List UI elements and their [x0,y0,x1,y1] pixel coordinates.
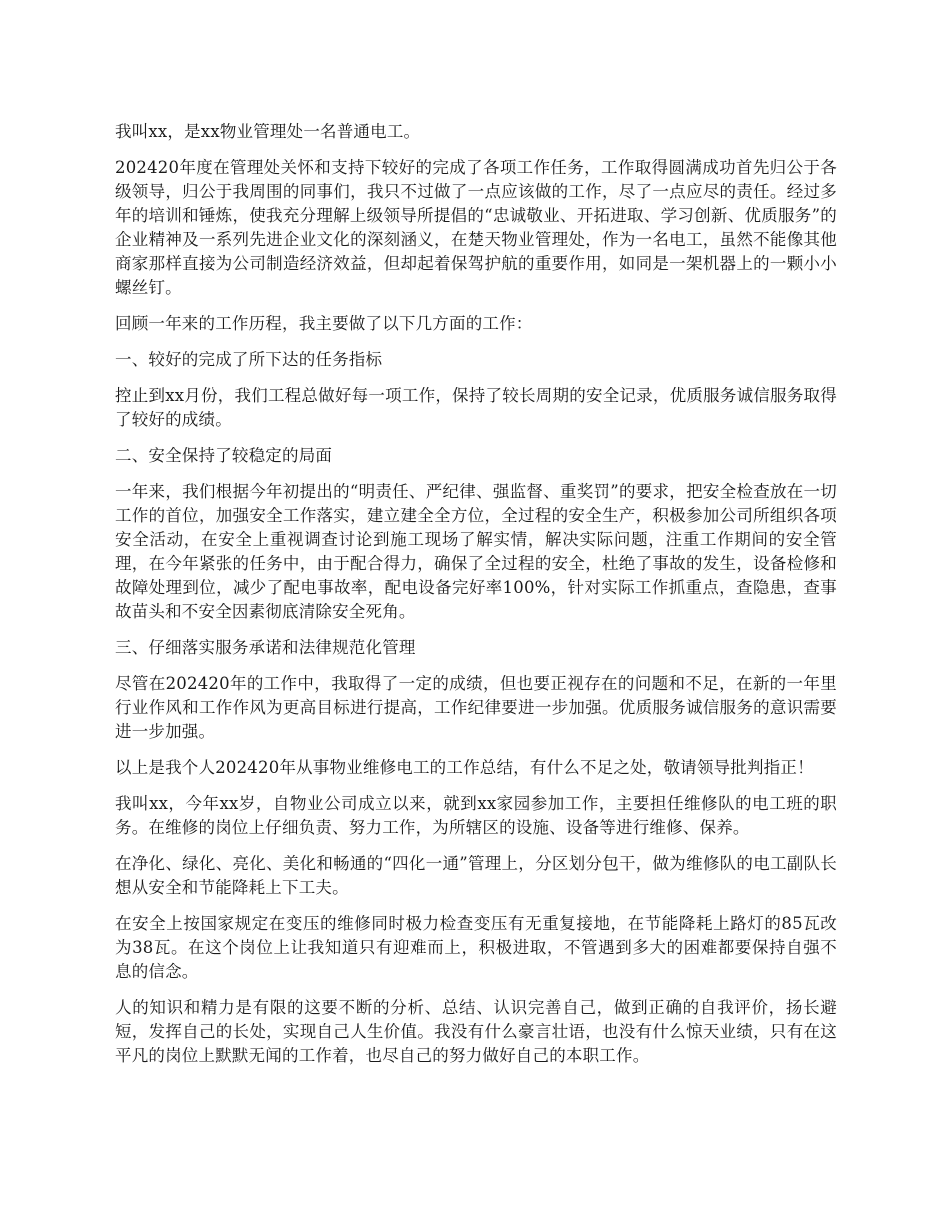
section-heading-3: 三、仔细落实服务承诺和法律规范化管理 [115,638,416,657]
paragraph-self-intro-2: 我叫xx，今年xx岁，自物业公司成立以来，就到xx家园参加工作，主要担任维修队的电工班的职务。在维修的岗位上仔细负责、努力工作，为所辖区的设施、设备等进行维修、保养。 [115,794,837,837]
paragraph-section-3: 尽管在202420年的工作中，我取得了一定的成绩，但也要正视存在的问题和不足，在新的一年里行业作风和工作作风为更高目标进行提高，工作纪律要进一步加强。优质服务诚信服务的意识需要进一步加强。 [115,674,837,741]
paragraph-annual-summary: 202420年度在管理处关怀和支持下较好的完成了各项工作任务，工作取得圆满成功首先归公于各级领导，归公于我周围的同事们，我只不过做了一点应该做的工作，尽了一点应尽的责任。经过多年的培训和锤炼，使我充分理解上级领导所提倡的“忠诚敬业、开拓进取、学习创新、优质服务”的企业精神及一系列先进企业文化的深刻涵义，在楚天物业管理处，作为一名电工，虽然不能像其他商家那样直接为公司制造经济效益，但却起着保驾护航的重要作用，如同是一架机器上的一颗小小螺丝钉。 [115,158,837,297]
paragraph-intro: 我叫xx，是xx物业管理处一名普通电工。 [115,122,421,141]
document-body [115,120,837,1068]
paragraph-safety-energy: 在安全上按国家规定在变压的维修同时极力检查变压有无重复接地，在节能降耗上路灯的85瓦改为38瓦。在这个岗位上让我知道只有迎难而上，积极进取，不管遇到多大的困难都要保持自强不息的信念。 [115,914,837,981]
paragraph-section-2: 一年来，我们根据今年初提出的“明责任、严纪律、强监督、重奖罚”的要求，把安全检查放在一切工作的首位，加强安全工作落实，建立建全全方位，全过程的安全生产，积极参加公司所组织各项安全活动，在安全上重视调查讨论到施工现场了解实情，解决实际问题，注重工作期间的安全管理，在今年紧张的任务中，由于配合得力，确保了全过程的安全，杜绝了事故的发生，设备检修和故障处理到位，减少了配电事故率，配电设备完好率100%，针对实际工作抓重点，查隐患，查事故苗头和不安全因素彻底清除安全死角。 [115,482,837,621]
section-heading-1: 一、较好的完成了所下达的任务指标 [115,350,383,369]
paragraph-section-1: 控止到xx月份，我们工程总做好每一项工作，保持了较长周期的安全记录，优质服务诚信服务取得了较好的成绩。 [115,386,837,429]
paragraph-review-lead: 回顾一年来的工作历程，我主要做了以下几方面的工作： [115,314,533,333]
paragraph-four-one: 在净化、绿化、亮化、美化和畅通的“四化一通”管理上，分区划分包干，做为维修队的电工副队长想从安全和节能降耗上下工夫。 [115,854,837,897]
paragraph-closing: 以上是我个人202420年从事物业维修电工的工作总结，有什么不足之处，敬请领导批判指正！ [115,758,814,777]
section-heading-2: 二、安全保持了较稳定的局面 [115,446,333,465]
paragraph-conclusion: 人的知识和精力是有限的这要不断的分析、总结、认识完善自己，做到正确的自我评价，扬长避短，发挥自己的长处，实现自己人生价值。我没有什么豪言壮语，也没有什么惊天业绩，只有在这平凡的岗位上默默无闻的工作着，也尽自己的努力做好自己的本职工作。 [115,998,837,1065]
